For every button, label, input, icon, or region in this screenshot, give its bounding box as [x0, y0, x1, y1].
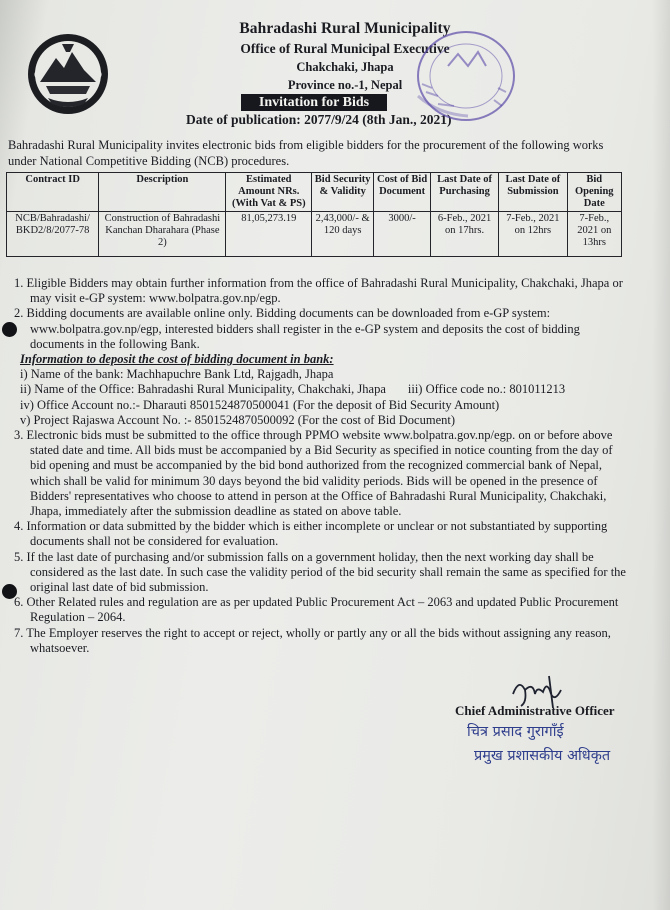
cell-last-date-purchasing: 6-Feb., 2021 on 17hrs. — [430, 212, 498, 257]
intro-paragraph: Bahradashi Rural Municipality invites electronic bids from eligible bidders for the procurement of the following works under National Competitive Bidding (NCB) procedures. — [8, 138, 604, 168]
col-bid-opening-date: Bid Opening Date — [567, 173, 621, 212]
bank-info-iii: iii) Office code no.: 801011213 — [407, 382, 566, 397]
bank-info-heading: Information to deposit the cost of bidding document in bank: — [20, 352, 334, 367]
bids-table — [6, 172, 622, 257]
col-description: Description — [99, 173, 226, 212]
bank-info-v: v) Project Rajaswa Account No. :- 8501524870500092 (For the cost of Bid Document) — [20, 412, 455, 427]
bank-info-iv: iv) Office Account no.:- Dharauti 8501524870500041 (For the deposit of Bid Security Amount) — [20, 397, 500, 412]
col-last-date-purchasing: Last Date of Purchasing — [430, 173, 498, 212]
note-7: 7. The Employer reserves the right to accept or reject, wholly or partly any or all the bids without assigning any reason, whatsoever. — [14, 625, 611, 655]
note-2: 2. Bidding documents are available online only. Bidding documents can be downloaded from e-GP system: www.bolpatra.gov.np/egp, interested bidders shall register in the e-GP system and deposits the cost of bidding documents in the following Bank. — [14, 306, 580, 351]
cell-last-date-submission: 7-Feb., 2021 on 12hrs — [499, 212, 567, 257]
col-estimated-amount: Estimated Amount NRs. (With Vat & PS) — [226, 173, 312, 212]
note-1: 1. Eligible Bidders may obtain further information from the office of Bahradashi Rural Municipality, Chakchaki, Jhapa or may visit e-GP system: www.bolpatra.gov.np/egp. — [14, 276, 623, 306]
col-bid-security: Bid Security & Validity — [312, 173, 374, 212]
signatory-title: Chief Administrative Officer — [455, 703, 615, 718]
notes-list — [14, 276, 626, 656]
table-row — [7, 212, 622, 257]
office-location: Chakchaki, Jhapa — [296, 60, 394, 74]
bank-info-ii-iii — [14, 382, 626, 397]
col-cost-of-bid-document: Cost of Bid Document — [374, 173, 431, 212]
punch-hole-top — [2, 322, 17, 337]
municipality-name: Bahradashi Rural Municipality — [239, 20, 451, 37]
note-3: 3. Electronic bids must be submitted to the office through PPMO website www.bolpatra.gov.np/egp. on or before above stated date and time. All bids must be accompanied by a Bid Security as specified in notice counting from the day of bid opening and must be accompanied by the bid bond authorized from the recognized commercial bank of Nepal, which shall be valid for minimum 30 days beyond the bid validity periods. Bids will be opened in the presence of Bidders' representatives who choose to attend in person at the Office of Bahradashi Rural Municipality, Chakchaki, Jhapa, immediately after the submission deadline as stated on above table. — [14, 428, 613, 519]
note-4: 4. Information or data submitted by the bidder which is either incomplete or unclear or not substantiated by supporting documents shall not be considered for evaluation. — [14, 519, 608, 549]
cell-bid-opening-date: 7-Feb., 2021 on 13hrs — [567, 212, 621, 257]
cell-estimated-amount: 81,05,273.19 — [226, 212, 312, 257]
table-header-row — [7, 173, 622, 212]
bank-info-ii: ii) Name of the Office: Bahradashi Rural Municipality, Chakchaki, Jhapa — [20, 382, 386, 397]
cell-contract-id: NCB/Bahradashi/ BKD2/8/2077-78 — [7, 212, 99, 257]
cell-bid-security: 2,43,000/- & 120 days — [312, 212, 374, 257]
col-last-date-submission: Last Date of Submission — [499, 173, 567, 212]
province: Province no.-1, Nepal — [287, 78, 403, 92]
office-stamp — [398, 26, 528, 136]
publication-date: Date of publication: 2077/9/24 (8th Jan., 2021) — [186, 112, 452, 127]
page-shadow — [652, 0, 670, 910]
col-contract-id: Contract ID — [7, 173, 99, 212]
punch-hole-bottom — [2, 584, 17, 599]
cell-cost-of-bid-document: 3000/- — [374, 212, 431, 257]
signatory-title-nepali: प्रमुख प्रशासकीय अधिकृत — [474, 748, 611, 764]
nepal-emblem-logo — [26, 32, 110, 116]
note-5: 5. If the last date of purchasing and/or submission falls on a government holiday, then the next working day shall be considered as the last date. In such case the validity period of the bid security shall remain the same as specified for the original last date of bid submission. — [14, 549, 626, 595]
office-name: Office of Rural Municipal Executive — [240, 41, 450, 56]
note-6: 6. Other Related rules and regulation are as per updated Public Procurement Act – 2063 and updated Public Procurement Regulation – 2064. — [14, 595, 619, 625]
invitation-title: Invitation for Bids — [241, 94, 387, 111]
cell-description: Construction of Bahradashi Kanchan Dharahara (Phase 2) — [99, 212, 226, 257]
signatory-name-nepali: चित्र प्रसाद गुरागाँई — [467, 724, 564, 740]
bank-info-i: i) Name of the bank: Machhapuchre Bank Ltd, Rajgadh, Jhapa — [20, 367, 334, 382]
